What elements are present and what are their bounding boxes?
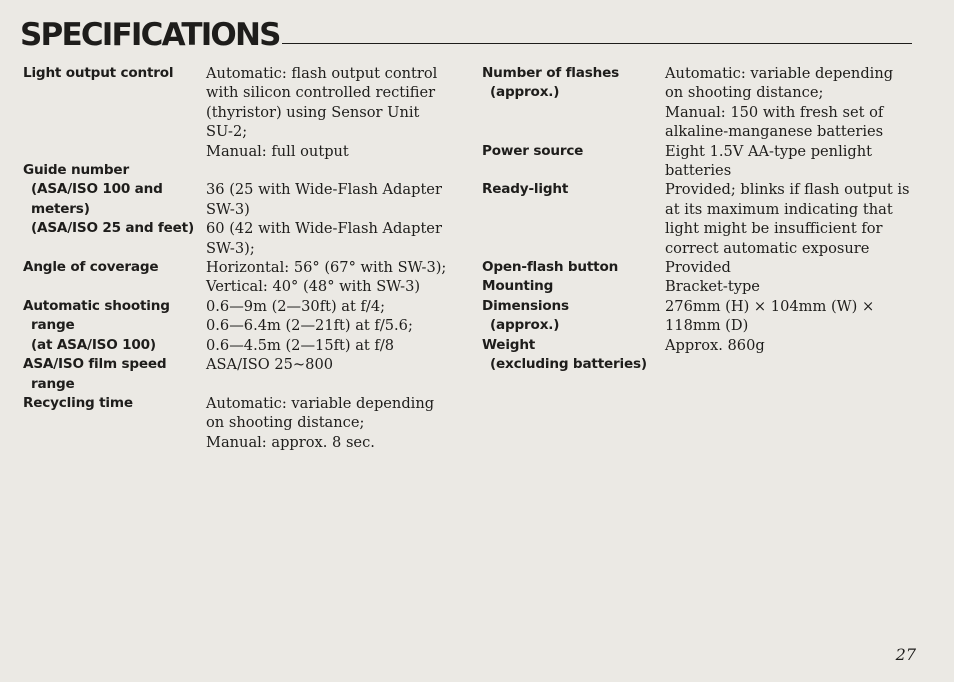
spec-label-line: range xyxy=(31,317,75,334)
spec-label xyxy=(482,142,665,181)
spec-value-line: Provided xyxy=(665,259,731,277)
spec-label xyxy=(23,297,206,355)
spec-value xyxy=(665,258,731,277)
spec-value xyxy=(206,394,434,452)
spec-value-line: Automatic: flash output control xyxy=(206,65,438,82)
spec-value-line: 60 (42 with Wide-Flash Adapter xyxy=(206,220,442,238)
spec-value-line: Automatic: variable depending xyxy=(206,394,435,412)
spec-label-line: ASA/ISO film speed xyxy=(23,356,167,373)
spec-row xyxy=(23,161,463,180)
spec-row xyxy=(482,142,922,181)
spec-label-line: (ASA/ISO 100 and xyxy=(31,181,163,198)
spec-label xyxy=(482,336,665,375)
spec-value-line: light might be insufficient for xyxy=(665,220,883,238)
spec-label xyxy=(23,355,206,394)
spec-row xyxy=(482,297,922,336)
spec-label-line: Angle of coverage xyxy=(23,259,159,276)
spec-label-line: Weight xyxy=(482,336,536,353)
spec-label-line: Recycling time xyxy=(23,394,133,411)
spec-value xyxy=(665,297,874,336)
spec-value-line: on shooting distance; xyxy=(665,84,824,102)
spec-label-line: Ready-light xyxy=(482,181,569,198)
spec-label-line: range xyxy=(31,375,75,392)
spec-label xyxy=(23,394,206,452)
spec-label-line: Automatic shooting xyxy=(23,297,170,314)
spec-value xyxy=(206,64,437,161)
spec-value-line: correct automatic exposure xyxy=(665,239,870,257)
spec-row xyxy=(23,394,463,452)
spec-label xyxy=(23,64,206,161)
spec-label xyxy=(482,64,665,142)
spec-label-line: (ASA/ISO 25 and feet) xyxy=(31,220,194,237)
spec-value-line: ASA/ISO 25~800 xyxy=(206,356,334,374)
spec-label-line: Power source xyxy=(482,142,584,159)
spec-value xyxy=(665,277,760,296)
spec-row xyxy=(23,258,463,297)
spec-value-line: Horizontal: 56° (67° with SW-3); xyxy=(206,259,447,277)
spec-label xyxy=(482,297,665,336)
spec-label xyxy=(23,219,206,258)
spec-value xyxy=(206,258,446,297)
spec-label xyxy=(23,180,206,219)
spec-value-line: Bracket-type xyxy=(665,278,760,296)
spec-value xyxy=(665,180,910,258)
spec-label-line: Mounting xyxy=(482,278,554,295)
spec-value-line: 0.6—9m (2—30ft) at f/4; xyxy=(206,297,386,315)
left-spec-column xyxy=(23,64,463,452)
spec-row xyxy=(482,180,922,258)
spec-value-line: on shooting distance; xyxy=(206,414,365,432)
spec-value-line: Eight 1.5V AA-type penlight xyxy=(665,142,873,160)
spec-value xyxy=(665,336,765,375)
spec-label-line: (approx.) xyxy=(490,84,560,101)
spec-label xyxy=(482,258,665,277)
spec-label xyxy=(482,277,665,296)
spec-value xyxy=(206,297,413,355)
spec-value-line: 0.6—4.5m (2—15ft) at f/8 xyxy=(206,336,395,354)
page-number: 27 xyxy=(895,645,916,664)
spec-value-line: SW-3) xyxy=(206,200,250,218)
spec-label-line: (excluding batteries) xyxy=(490,356,647,373)
spec-value xyxy=(206,180,442,219)
spec-label-line: Dimensions xyxy=(482,297,569,314)
spec-row xyxy=(482,336,922,375)
spec-value-line: at its maximum indicating that xyxy=(665,200,893,218)
page-title: SPECIFICATIONS xyxy=(20,17,280,53)
spec-value xyxy=(665,142,872,181)
spec-label-line: (approx.) xyxy=(490,317,560,334)
spec-value-line: 118mm (D) xyxy=(665,317,749,335)
spec-label xyxy=(23,161,206,180)
spec-value xyxy=(206,219,442,258)
title-rule xyxy=(282,43,912,44)
spec-value-line: 276mm (H) × 104mm (W) × xyxy=(665,297,875,315)
spec-row xyxy=(23,355,463,394)
spec-label xyxy=(23,258,206,297)
spec-value-line: Provided; blinks if flash output is xyxy=(665,181,910,199)
spec-row xyxy=(23,219,463,258)
spec-label-line: Number of flashes xyxy=(482,65,620,81)
spec-label xyxy=(482,180,665,258)
spec-label-line: Open-flash button xyxy=(482,259,619,276)
spec-value-line: Manual: 150 with fresh set of xyxy=(665,103,884,121)
spec-value-line: alkaline-manganese batteries xyxy=(665,123,884,141)
spec-value xyxy=(665,64,893,142)
spec-row xyxy=(23,297,463,355)
spec-row xyxy=(23,64,463,161)
spec-value-line: SW-3); xyxy=(206,239,255,257)
spec-value xyxy=(206,355,333,394)
spec-value-line: (thyristor) using Sensor Unit xyxy=(206,103,420,121)
spec-row xyxy=(482,258,922,277)
spec-value-line: Approx. 860g xyxy=(665,336,765,354)
spec-label-line: Guide number xyxy=(23,162,129,179)
spec-row xyxy=(482,277,922,296)
spec-value-line: with silicon controlled rectifier xyxy=(206,84,436,102)
spec-value-line: Vertical: 40° (48° with SW-3) xyxy=(206,278,421,296)
spec-label-line: meters) xyxy=(31,200,90,217)
right-spec-column xyxy=(482,64,922,375)
title-bar xyxy=(20,16,912,54)
spec-value-line: SU-2; xyxy=(206,123,248,141)
spec-value-line: Automatic: variable depending xyxy=(665,65,894,82)
spec-value-line: 36 (25 with Wide-Flash Adapter xyxy=(206,181,442,199)
spec-value-line: Manual: full output xyxy=(206,142,349,160)
spec-value-line: batteries xyxy=(665,162,732,180)
spec-label-line: (at ASA/ISO 100) xyxy=(31,336,156,353)
spec-row xyxy=(482,64,922,142)
spec-label-line: Light output control xyxy=(23,65,174,81)
spec-value-line: 0.6—6.4m (2—21ft) at f/5.6; xyxy=(206,317,413,335)
spec-value-line: Manual: approx. 8 sec. xyxy=(206,433,375,451)
spec-row xyxy=(23,180,463,219)
